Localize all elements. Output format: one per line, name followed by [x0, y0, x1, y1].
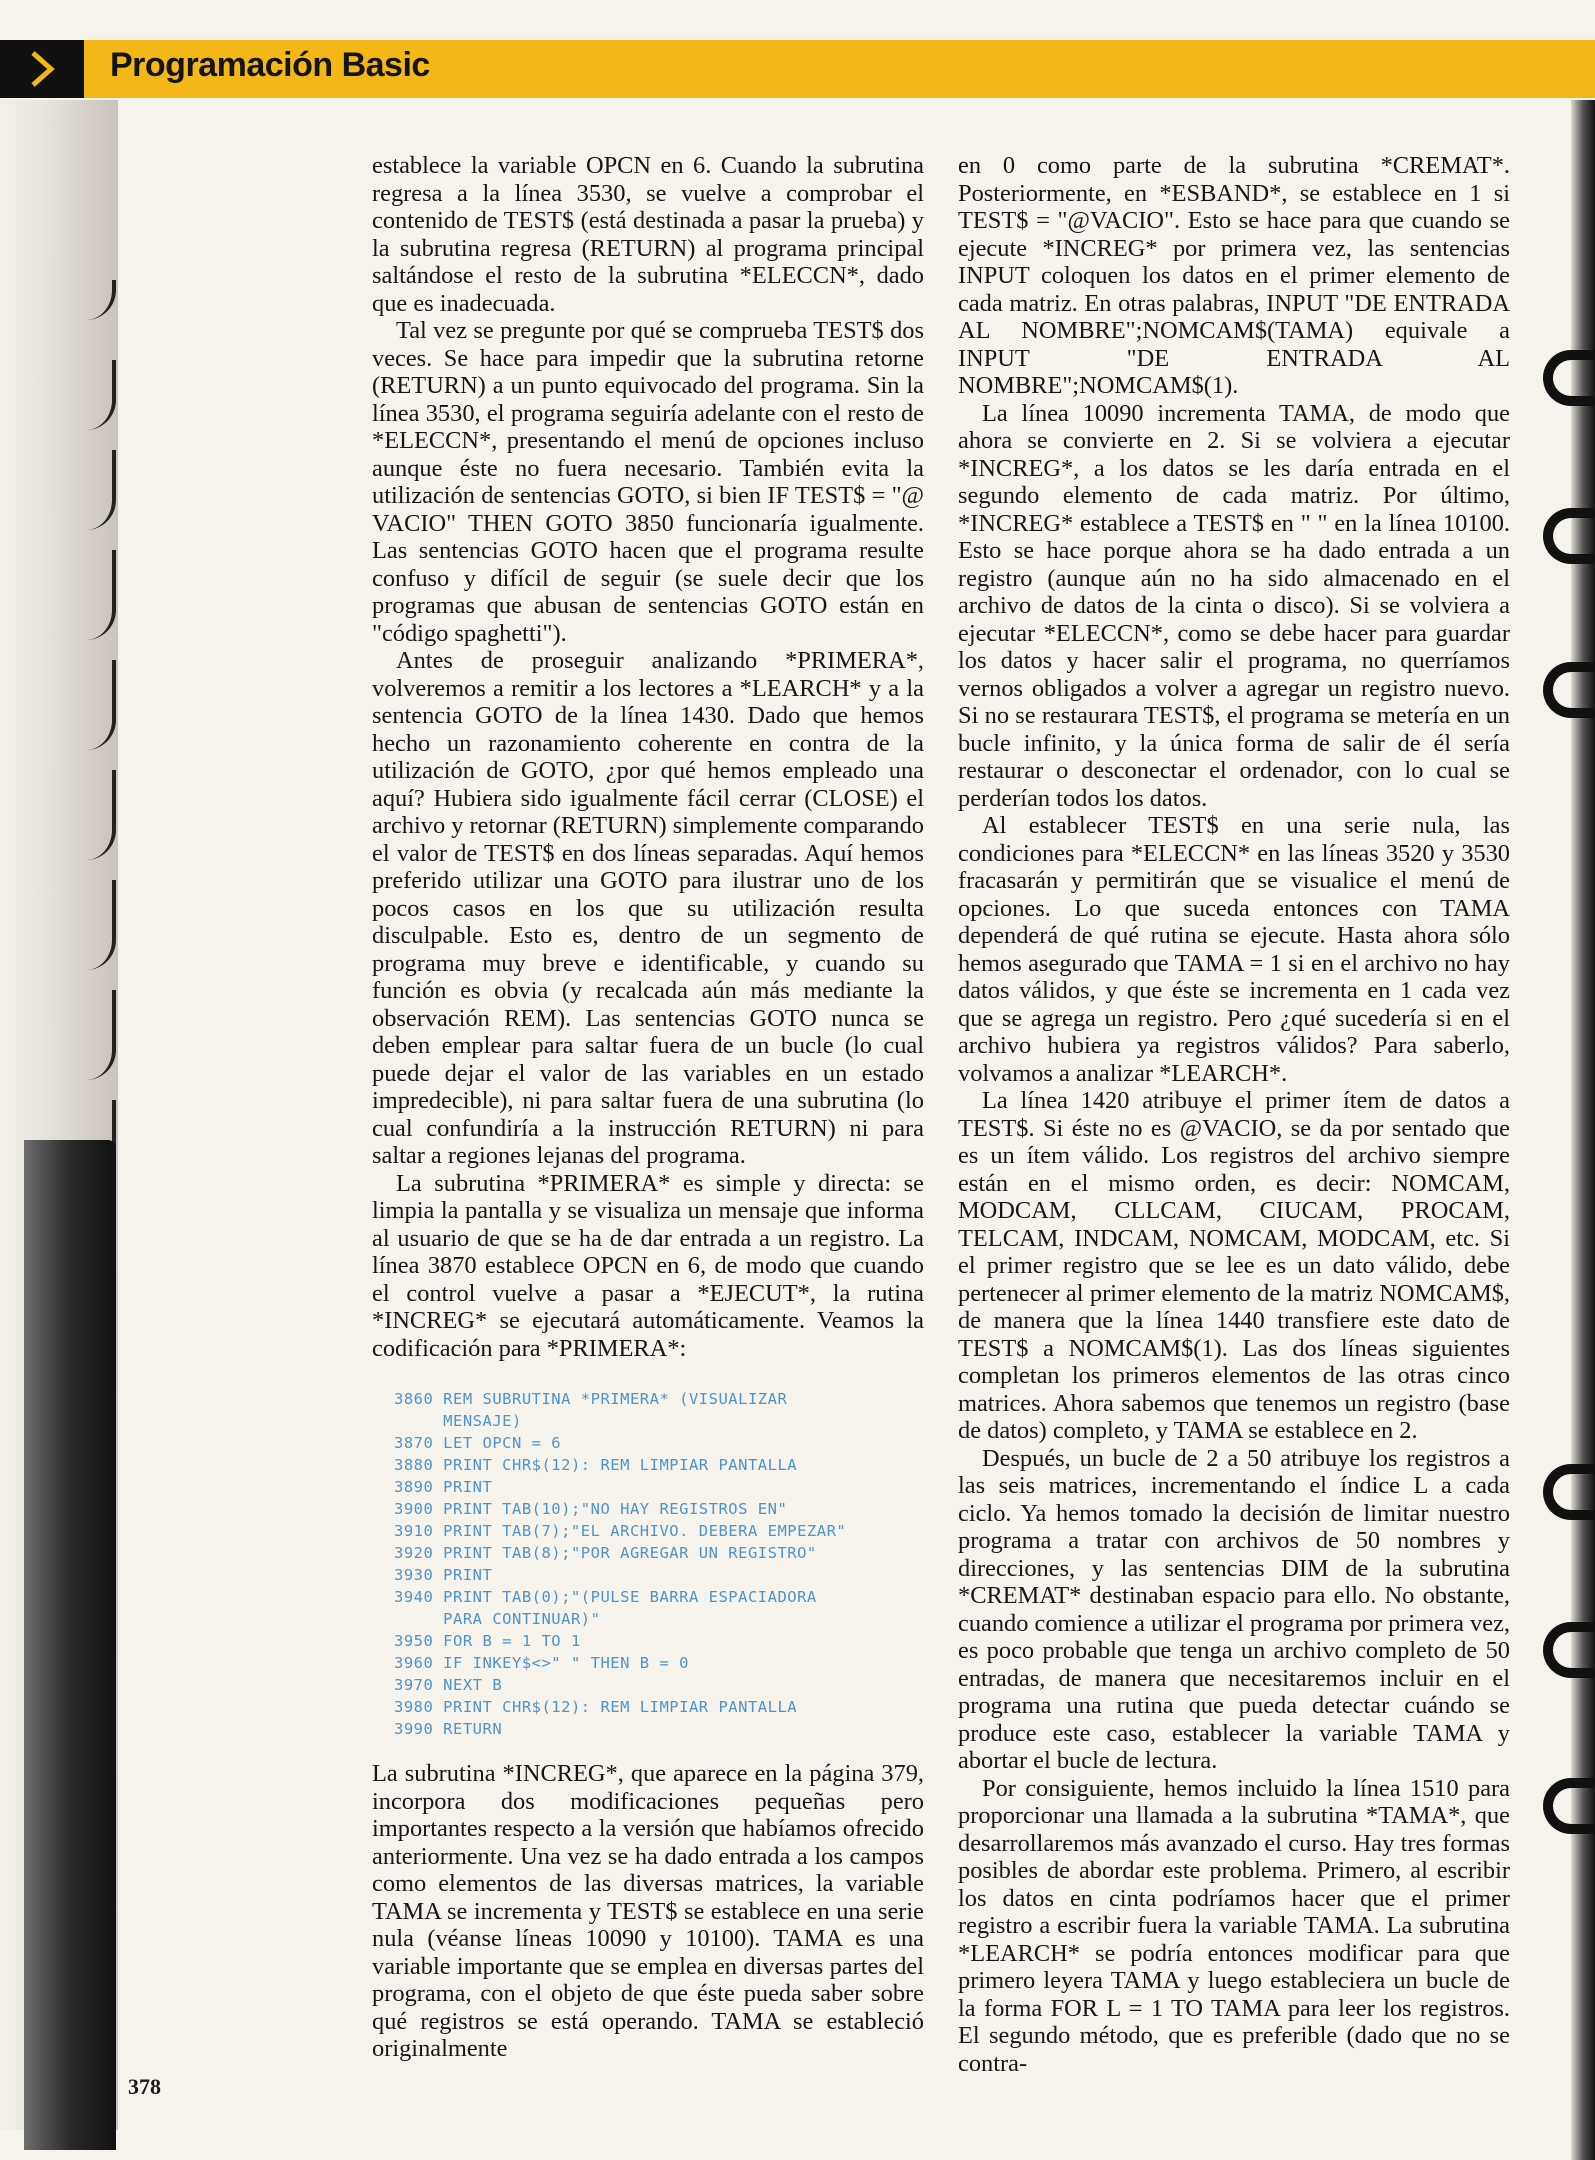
code-line: 3880 PRINT CHR$(12): REM LIMPIAR PANTALLA	[394, 1456, 798, 1474]
code-line: 3980 PRINT CHR$(12): REM LIMPIAR PANTALLA	[394, 1698, 798, 1716]
binder-ring	[1543, 662, 1595, 718]
tab-divider	[0, 990, 116, 1080]
tab-divider	[0, 660, 116, 750]
page-title: Programación Basic	[110, 46, 430, 84]
code-line: MENSAJE)	[394, 1412, 522, 1430]
tab-divider	[0, 280, 116, 320]
code-line: 3940 PRINT TAB(0);"(PULSE BARRA ESPACIADORA	[394, 1588, 817, 1606]
paragraph: La línea 1420 atribuye el primer ítem de datos a TEST$. Si éste no es @VACIO, se da por sentado que es un ítem válido. Los registros del archivo siempre están en el mismo orden, es decir: NOMCAM, MODCAM, CLLCAM, CIUCAM, PROCAM, TELCAM, INDCAM, NOMCAM, MODCAM, etc. Si el primer registro que se lee es un dato válido, debe pertenecer al primer elemento de la matriz NOMCAM$, de manera que la línea 1440 transfiere este dato de TEST$ a NOMCAM$(1). Las dos líneas siguientes completan los primeros elementos de las otras cinco matrices. Ahora sabemos que tenemos un registro (base de datos) completo, y TAMA se establece en 2.	[958, 1087, 1510, 1444]
binder-ring	[1543, 350, 1595, 406]
binder-dark-edge	[24, 1140, 116, 2150]
code-line: 3890 PRINT	[394, 1478, 493, 1496]
paragraph: Por consiguiente, hemos incluido la línea 1510 para proporcionar una llamada a la subrutina *TAMA*, que desarrollaremos más avanzado el curso. Hay tres formas posibles de abordar este problema. Primero, al escribir los datos en cinta podríamos hacer que el primer registro a escribir fuera la variable TAMA. La subrutina *LEARCH* se podría entonces modificar para que primero leyera TAMA y luego estableciera un bucle de la forma FOR L = 1 TO TAMA para leer los registros. El segundo método, que es preferible (dado que no se contra-	[958, 1774, 1510, 2077]
code-line: 3900 PRINT TAB(10);"NO HAY REGISTROS EN"	[394, 1500, 788, 1518]
paragraph: Antes de proseguir analizando *PRIMERA*, volveremos a remitir a los lectores a *LEARCH* y a la sentencia GOTO de la línea 1430. Dado que hemos hecho un razonamiento coherente en contra de la utilización de GOTO, ¿por qué hemos empleado una aquí? Hubiera sido igualmente fácil cerrar (CLOSE) el archivo y retornar (RETURN) simplemente comparando el valor de TEST$ en dos líneas separadas. Aquí hemos preferido utilizar una GOTO para ilustrar uno de los pocos casos en los que su utilización resulta disculpable. Esto es, dentro de un segmento de programa muy breve e identificable, y cuando su función es obvia (y recalcada aún más mediante la observación REM). Las sentencias GOTO nunca se deben emplear para saltar fuera de un bucle (lo cual puede dejar el valor de las variables en un estado impredecible), ni para saltar fuera de una subrutina (lo cual confundiría a la instrucción RETURN) ni para saltar a regiones lejanas del programa.	[372, 647, 924, 1169]
code-line: 3910 PRINT TAB(7);"EL ARCHIVO. DEBERA EMPEZAR"	[394, 1522, 847, 1540]
code-line: 3870 LET OPCN = 6	[394, 1434, 562, 1452]
code-line: 3990 RETURN	[394, 1720, 503, 1738]
right-binding-shadow	[1571, 100, 1595, 2160]
paragraph: La subrutina *PRIMERA* es simple y directa: se limpia la pantalla y se visualiza un mensaje que informa al usuario de que se ha de dar entrada a un registro. La línea 3870 establece OPCN en 6, de modo que cuando el control vuelve a pasar a *EJECUT*, la rutina *INCREG* se ejecutará automáticamente. Veamos la codificación para *PRIMERA*:	[372, 1169, 924, 1362]
tab-divider	[0, 880, 116, 970]
tab-divider	[0, 770, 116, 860]
paragraph: Al establecer TEST$ en una serie nula, las condiciones para *ELECCN* en las líneas 3520 y 3530 fracasarán y permitirán que se visualice el menú de opciones. Lo que suceda entonces con TAMA dependerá de qué rutina se ejecute. Hasta ahora sólo hemos asegurado que TAMA = 1 si en el archivo no hay datos válidos, y que éste se incrementa en 1 cada vez que se agrega un registro. Pero ¿qué sucedería si en el archivo hubiera ya registros válidos? Para saberlo, volvamos a analizar *LEARCH*.	[958, 812, 1510, 1087]
code-line: 3960 IF INKEY$<>" " THEN B = 0	[394, 1654, 689, 1672]
chevron-box	[0, 40, 84, 98]
code-line: 3970 NEXT B	[394, 1676, 503, 1694]
page-number: 378	[128, 2074, 161, 2099]
paragraph: Después, un bucle de 2 a 50 atribuye los registros a las seis matrices, incrementando el índice L a cada ciclo. Ya hemos tomado la decisión de limitar nuestro programa a tratar con archivos de 50 nombres y direcciones, y las sentencias DIM de la subrutina *CREMAT* destinaban espacio para ello. No obstante, cuando comience a utilizar el programa por primera vez, es poco probable que tenga un archivo completo de 50 entradas, de manera que necesitaremos incluir en el programa una rutina que pueda detectar cuándo se produce este caso, establecer la variable TAMA y abortar el bucle de lectura.	[958, 1444, 1510, 1774]
binder-ring	[1543, 508, 1595, 564]
code-line: 3860 REM SUBRUTINA *PRIMERA* (VISUALIZAR	[394, 1390, 788, 1408]
tab-divider	[0, 450, 116, 530]
binder-ring	[1543, 1778, 1595, 1834]
paragraph: en 0 como parte de la subrutina *CREMAT*. Posteriormente, en *ESBAND*, se establece en 1 si TEST$ = "@VACIO". Esto se hace para que cuando se ejecute *INCREG* por primera vez, las sentencias INPUT coloquen los datos en el primer elemento de cada matriz. En otras palabras, INPUT "DE ENTRADA AL NOMBRE";NOMCAM$(TAMA) equivale a INPUT "DE ENTRADA AL NOMBRE";NOMCAM$(1).	[958, 152, 1510, 399]
paragraph: La línea 10090 incrementa TAMA, de modo que ahora se convierte en 2. Si se volviera a ejecutar *INCREG*, a los datos se les daría entrada en el segundo elemento de cada matriz. Por último, *INCREG* establece a TEST$ en " " en la línea 10100. Esto se hace porque ahora se ha dado entrada a un registro (aunque aún no ha sido almacenado en el archivo de datos de la cinta o disco). Si se volviera a ejecutar *ELECCN*, como se debe hacer para guardar los datos y hacer salir el programa, no querríamos vernos obligados a volver a agregar un registro nuevo. Si no se restaurara TEST$, el programa se metería en un bucle infinito, y la única forma de salir de él sería restaurar o desconectar el ordenador, con lo cual se perderían todos los datos.	[958, 399, 1510, 812]
paragraph: Tal vez se pregunte por qué se comprueba TEST$ dos veces. Se hace para impedir que la subrutina retorne (RETURN) a un punto equivocado del programa. Sin la línea 3530, el programa seguiría adelante con el resto de *ELECCN*, presentando el menú de opciones incluso aunque éste no fuera necesario. También evita la utilización de sentencias GOTO, si bien IF TEST$ = "@ VACIO" THEN GOTO 3850 funcionaría igualmente. Las sentencias GOTO hacen que el programa resulte confuso y difícil de seguir (se suele decir que los programas que abusan de sentencias GOTO están en "código spaghetti").	[372, 317, 924, 647]
binder-ring	[1543, 1464, 1595, 1520]
tab-divider	[0, 360, 116, 430]
header-bar	[0, 40, 1595, 98]
code-line: PARA CONTINUAR)"	[394, 1610, 601, 1628]
left-column	[372, 152, 924, 2063]
code-listing	[394, 1388, 924, 1740]
right-column	[958, 152, 1510, 2077]
chevron-right-icon	[27, 49, 57, 89]
paragraph: establece la variable OPCN en 6. Cuando la subrutina regresa a la línea 3530, se vuelve a comprobar el contenido de TEST$ (está destinada a pasar la prueba) y la subrutina regresa (RETURN) al programa principal saltándose el resto de la subrutina *ELECCN*, dado que es inadecuada.	[372, 152, 924, 317]
code-line: 3950 FOR B = 1 TO 1	[394, 1632, 581, 1650]
code-line: 3930 PRINT	[394, 1566, 493, 1584]
tab-divider	[0, 550, 116, 640]
paragraph: La subrutina *INCREG*, que aparece en la página 379, incorpora dos modificaciones pequeñas pero importantes respecto a la versión que habíamos ofrecido anteriormente. Una vez se ha dado entrada a los campos como elementos de las diversas matrices, la variable TAMA se incrementa y TEST$ se establece en una serie nula (véanse líneas 10090 y 10100). TAMA es una variable importante que se emplea en diversas partes del programa, con el objeto de que éste pueda saber sobre qué registros se está operando. TAMA se estableció originalmente	[372, 1760, 924, 2062]
binder-ring	[1543, 1622, 1595, 1678]
code-line: 3920 PRINT TAB(8);"POR AGREGAR UN REGISTRO"	[394, 1544, 817, 1562]
